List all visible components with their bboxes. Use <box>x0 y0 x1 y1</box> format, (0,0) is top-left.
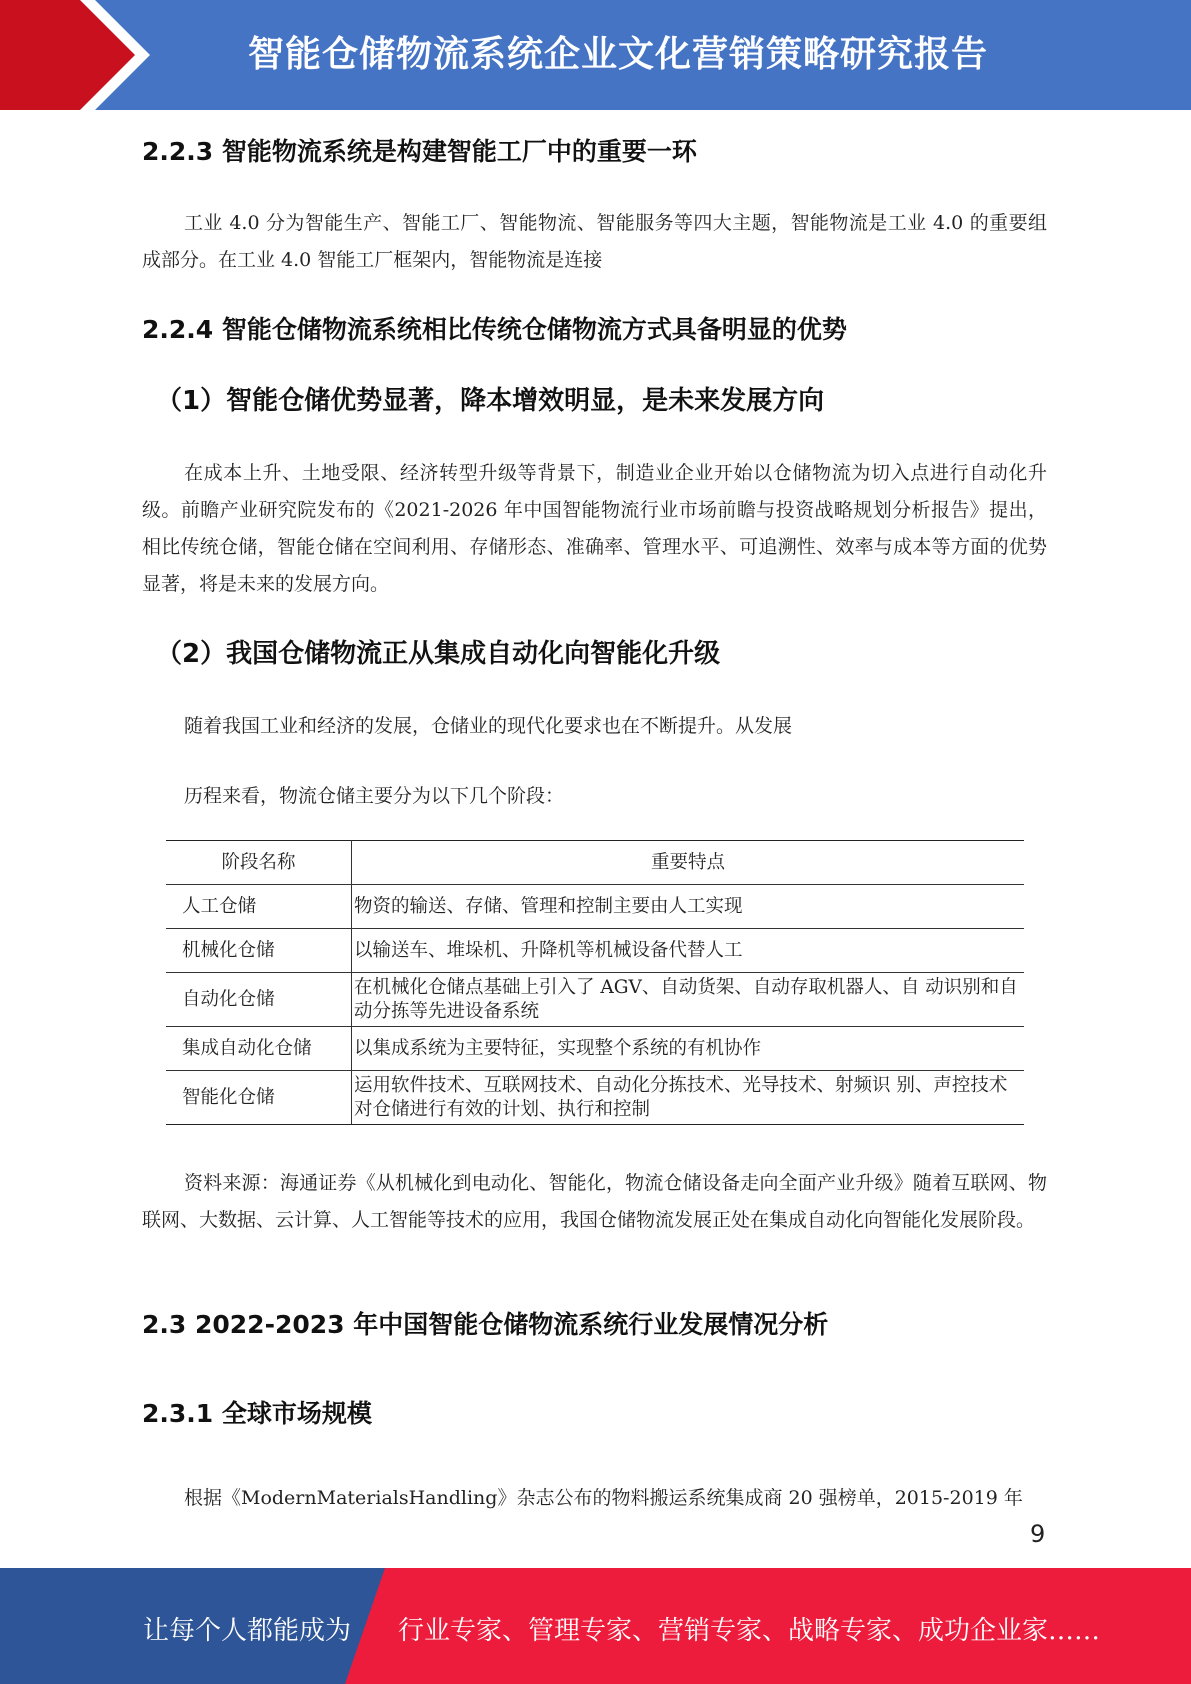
table-cell-stage: 人工仓储 <box>166 885 352 929</box>
table-row <box>166 1027 1024 1071</box>
section-heading-2-2-3: 2.2.3 智能物流系统是构建智能工厂中的重要一环 <box>142 137 697 166</box>
header-title: 智能仓储物流系统企业文化营销策略研究报告 <box>248 34 989 75</box>
page-number: 9 <box>1030 1520 1046 1548</box>
section-heading-2-3: 2.3 2022-2023 年中国智能仓储物流系统行业发展情况分析 <box>142 1310 829 1339</box>
table-row <box>166 885 1024 929</box>
subsection-2-paragraph-2: 历程来看，物流仓储主要分为以下几个阶段： <box>184 785 565 807</box>
footer-right-text: 行业专家、管理专家、营销专家、战略专家、成功企业家…… <box>398 1616 1101 1646</box>
table-header-stage: 阶段名称 <box>166 841 352 885</box>
table-row <box>166 929 1024 973</box>
section-2-2-3-paragraph: 工业 4.0 分为智能生产、智能工厂、智能物流、智能服务等四大主题，智能物流是工业 4.0 的重要组成部分。在工业 4.0 智能工厂框架内，智能物流是连接 <box>142 212 1047 271</box>
table-row <box>166 973 1024 1027</box>
subsection-heading-2: （2）我国仓储物流正从集成自动化向智能化升级 <box>156 639 721 669</box>
table-cell-stage: 自动化仓储 <box>166 973 352 1027</box>
table-cell-feature: 物资的输送、存储、管理和控制主要由人工实现 <box>352 885 1025 929</box>
source-paragraph: 资料来源：海通证券《从机械化到电动化、智能化，物流仓储设备走向全面产业升级》随着互联网、物联网、大数据、云计算、人工智能等技术的应用，我国仓储物流发展正处在集成自动化向智能化发展阶段。 <box>142 1172 1047 1231</box>
table-header-row <box>166 841 1024 885</box>
footer-left-text: 让每个人都能成为 <box>143 1616 352 1646</box>
table-row <box>166 1071 1024 1125</box>
section-heading-2-3-1: 2.3.1 全球市场规模 <box>142 1399 372 1428</box>
subsection-2-paragraph-1: 随着我国工业和经济的发展，仓储业的现代化要求也在不断提升。从发展 <box>184 715 793 737</box>
subsection-1-paragraph: 在成本上升、土地受限、经济转型升级等背景下，制造业企业开始以仓储物流为切入点进行自动化升级。前瞻产业研究院发布的《2021-2026 年中国智能物流行业市场前瞻与投资战略规划分析报告》提出，相比传统仓储，智能仓储在空间利用、存储形态、准确率、管理水平、可追溯性、效率与成本等方面的优势显著，将是未来的发展方向。 <box>142 462 1047 595</box>
table-header-feature: 重要特点 <box>352 841 1025 885</box>
page-footer <box>0 1568 1191 1684</box>
section-2-3-1-paragraph: 根据《ModernMaterialsHandling》杂志公布的物料搬运系统集成商 20 强榜单，2015-2019 年 <box>184 1487 1023 1509</box>
table-cell-feature: 运用软件技术、互联网技术、自动化分拣技术、光导技术、射频识 别、声控技术对仓储进行有效的计划、执行和控制 <box>352 1071 1025 1125</box>
warehouse-stages-table <box>166 840 1024 1125</box>
page-header <box>0 0 1191 110</box>
table-cell-feature: 在机械化仓储点基础上引入了 AGV、自动货架、自动存取机器人、自 动识别和自动分拣等先进设备系统 <box>352 973 1025 1027</box>
table-cell-stage: 机械化仓储 <box>166 929 352 973</box>
table-cell-feature: 以输送车、堆垛机、升降机等机械设备代替人工 <box>352 929 1025 973</box>
table-cell-feature: 以集成系统为主要特征，实现整个系统的有机协作 <box>352 1027 1025 1071</box>
section-heading-2-2-4: 2.2.4 智能仓储物流系统相比传统仓储物流方式具备明显的优势 <box>142 315 847 344</box>
table-cell-stage: 集成自动化仓储 <box>166 1027 352 1071</box>
table-cell-stage: 智能化仓储 <box>166 1071 352 1125</box>
subsection-heading-1: （1）智能仓储优势显著，降本增效明显，是未来发展方向 <box>156 386 825 416</box>
